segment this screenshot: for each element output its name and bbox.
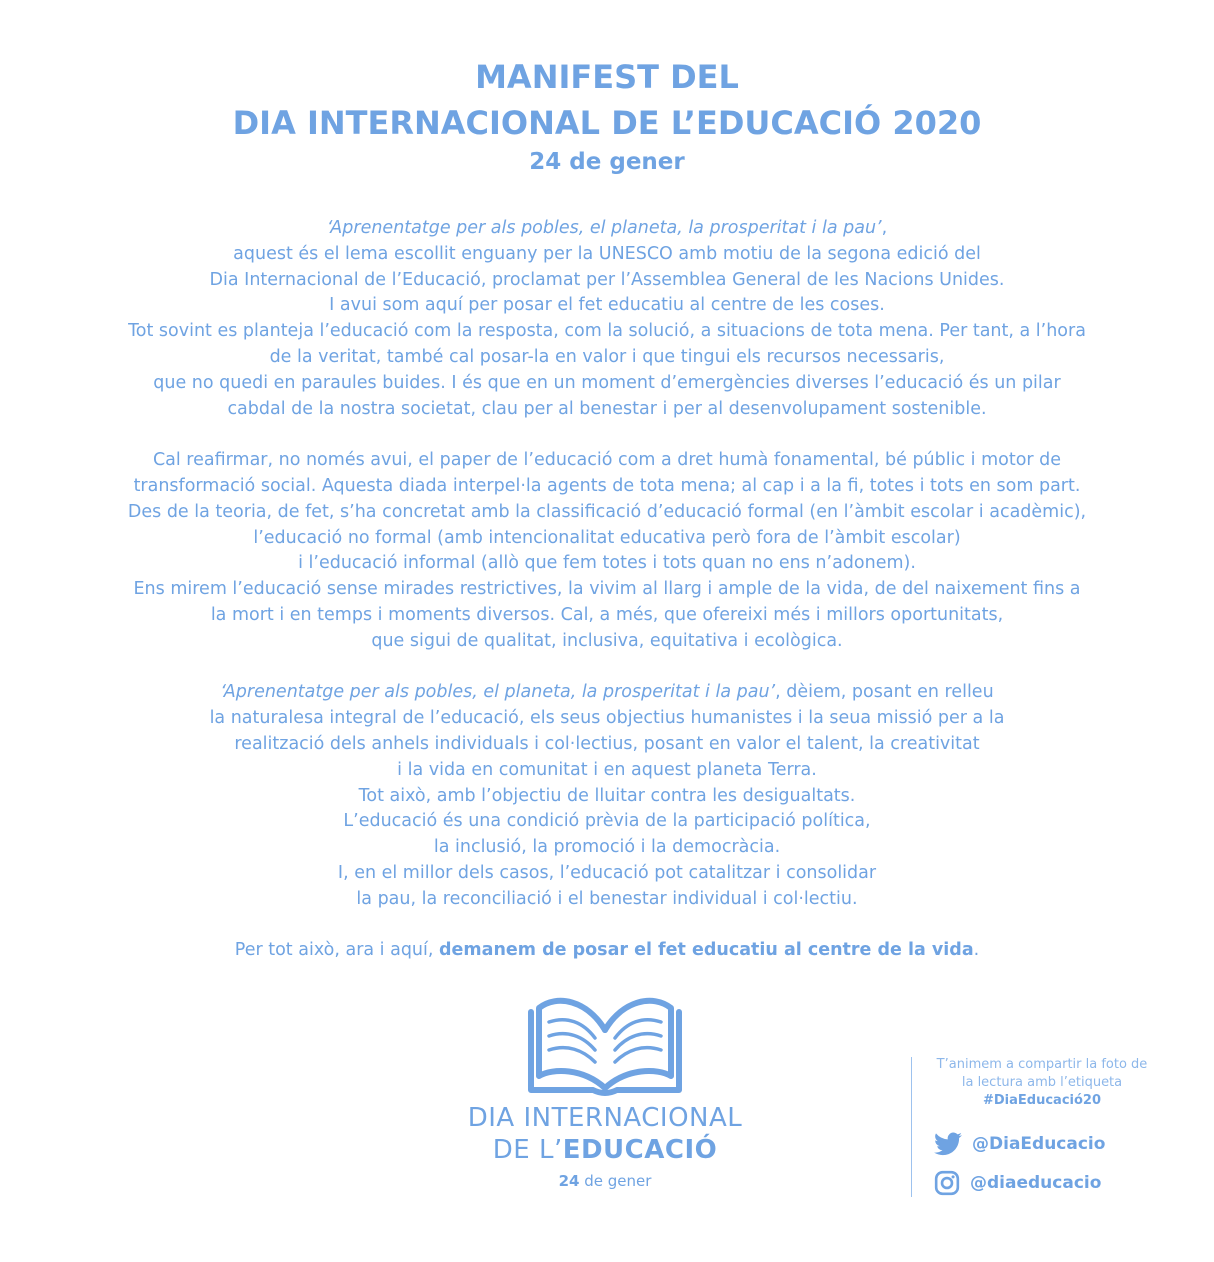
p3-line-8: I, en el millor dels casos, l’educació pot catalitzar i consolidar [337,862,877,883]
title-line-1: MANIFEST DEL [475,58,739,96]
p1-line-6: de la veritat, també cal posar-la en valor i que tingui els recursos necessaris, [269,346,945,367]
p2-line-2: transformació social. Aquesta diada interpel·la agents de tota mena; al cap i a la fi, totes i tots en som part. [133,475,1081,496]
p2-line-1: Cal reafirmar, no només avui, el paper de l’educació com a dret humà fonamental, bé públic i motor de [152,450,1062,471]
p2-line-6: Ens mirem l’educació sense mirades restrictives, la vivim al llarg i ample de la vida, de del naixement fins a [133,579,1081,600]
p1-line-2: aquest és el lema escollit enguany per la UNESCO amb motiu de la segona edició del [233,243,981,264]
paragraph-gap [40,422,1174,448]
p3-line-9: la pau, la reconciliació i el benestar individual i col·lectiu. [356,888,858,909]
p2-line-4: l’educació no formal (amb intencionalitat educativa però fora de l’àmbit escolar) [253,527,961,548]
logo-date: 24 de gener [558,1172,652,1190]
p3-line-7: la inclusió, la promoció i la democràcia. [433,837,781,858]
p1-line-7: que no quedi en paraules buides. I és que en un moment d’emergències diverses l’educació és un pilar [153,372,1061,393]
share-line-1: T’animem a compartir la foto de [936,1057,1148,1072]
vertical-divider [911,1057,912,1197]
paragraph-gap [40,655,1174,681]
p1-line-5: Tot sovint es planteja l’educació com la resposta, com la solució, a situacions de tota mena. Per tant, a l’hora [128,321,1086,342]
p3-line-5: Tot això, amb l’objectiu de lluitar contra les desigualtats. [358,785,856,806]
twitter-handle[interactable] [934,1132,1105,1156]
p2-line-5: i l’educació informal (allò que fem totes i tots quan no ens n’adonem). [298,553,916,574]
share-hashtag[interactable]: #DiaEducació20 [982,1093,1101,1108]
share-line-2: la lectura amb l’etiqueta [961,1075,1123,1090]
p1-line-3: Dia Internacional de l’Educació, proclamat per l’Assemblea General de les Nacions Unides. [209,269,1005,290]
event-logo [455,990,755,1190]
p2-line-7: la mort i en temps i moments diversos. Cal, a més, que ofereixi més i millors oportunitats, [210,604,1004,625]
p1-line-1: ‘Aprenentatge per als pobles, el planeta, la prosperitat i la pau’, [326,218,888,238]
closing-line: Per tot això, ara i aquí, demanem de posar el fet educatiu al centre de la vida. [234,940,980,961]
p3-line-6: L’educació és una condició prèvia de la participació política, [343,811,871,832]
p1-line-8: cabdal de la nostra societat, clau per al benestar i per al desenvolupament sostenible. [227,398,987,419]
twitter-handle-text: @DiaEducacio [972,1134,1106,1154]
p2-line-8: que sigui de qualitat, inclusiva, equitativa i ecològica. [371,630,843,651]
title-line-2: DIA INTERNACIONAL DE L’EDUCACIÓ 2020 [232,104,982,142]
instagram-handle-text: @diaeducacio [970,1173,1102,1193]
open-book-heart-icon [523,990,687,1102]
p3-line-2: la naturalesa integral de l’educació, els seus objectius humanistes i la seua missió per a la [209,708,1005,729]
twitter-icon [934,1132,962,1156]
p1-line-4: I avui som aquí per posar el fet educatiu al centre de les coses. [329,295,885,316]
instagram-icon [934,1170,960,1196]
logo-line-1: DIA INTERNACIONAL [467,1103,743,1133]
p3-line-3: realització dels anhels individuals i col·lectius, posant en valor el talent, la creativitat [234,733,980,754]
closing-bold: demanem de posar el fet educatiu al centre de la vida [439,940,974,961]
p3-line-4: i la vida en comunitat i en aquest planeta Terra. [397,759,817,780]
motto-italic: ‘Aprenentatge per als pobles, el planeta, la prosperitat i la pau’ [326,218,882,238]
logo-line-2: DE L’EDUCACIÓ [492,1135,718,1165]
manifest-title [0,54,1214,178]
paragraph-gap [40,913,1174,939]
title-date: 24 de gener [529,149,685,175]
share-invitation [920,1056,1164,1110]
instagram-handle[interactable] [934,1170,1101,1196]
p3-line-1: ‘Aprenentatge per als pobles, el planeta, la prosperitat i la pau’, dèiem, posant en relleu [220,682,994,703]
manifest-body [40,216,1174,964]
p2-line-3: Des de la teoria, de fet, s’ha concretat amb la classificació d’educació formal (en l’àmbit escolar i acadèmic), [127,501,1087,522]
motto-italic: ‘Aprenentatge per als pobles, el planeta, la prosperitat i la pau’ [220,682,776,703]
